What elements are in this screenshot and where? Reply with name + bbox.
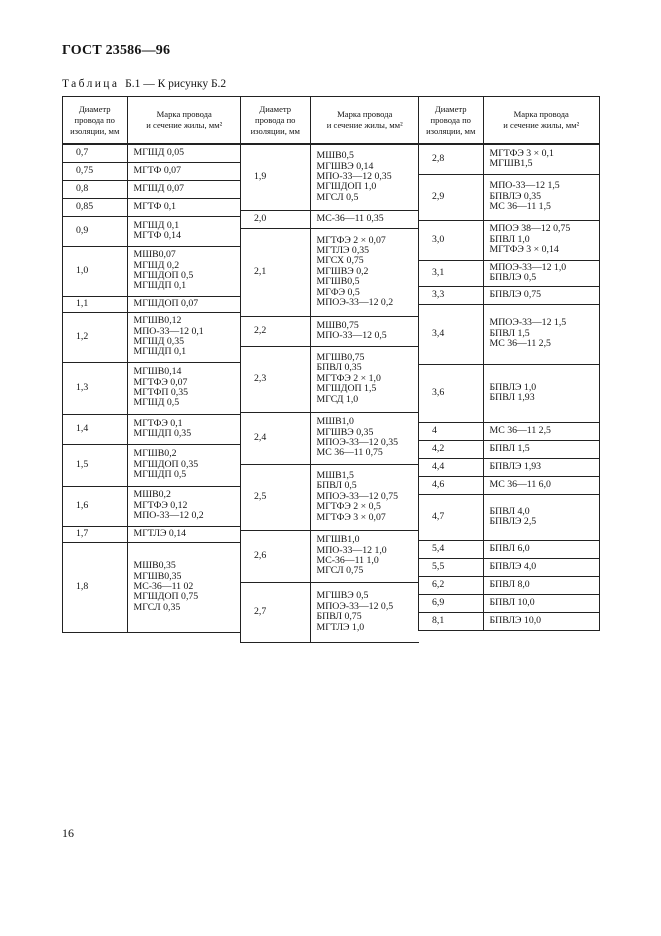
wire-mark: МГШД 0,05	[133, 147, 185, 159]
wire-mark: БПВЛЭ 10,0	[489, 615, 542, 627]
mark-cell	[310, 144, 419, 210]
table-row	[241, 144, 419, 210]
mark-cell	[127, 542, 241, 632]
wire-mark: МС 36—11 6,0	[489, 478, 551, 490]
table-row	[241, 210, 419, 228]
wire-mark: БПВЛ 6,0	[489, 542, 530, 554]
table-row	[63, 362, 241, 414]
diameter-cell: 1,6	[63, 486, 127, 526]
wire-mark: БПВЛЭ 1,0	[489, 381, 537, 393]
wire-mark: МС-36—11 1,0	[316, 555, 379, 566]
mark-cell	[310, 316, 419, 346]
wire-mark: МГТФ 0,14	[133, 230, 181, 241]
header-diameter: Диаметр провода по изоляции, мм	[241, 97, 310, 144]
wire-mark: МПОЭ-33—12 0,75	[316, 490, 399, 502]
wire-mark: МС-36—11 02	[133, 581, 194, 593]
diameter-cell: 0,7	[63, 144, 127, 162]
diameter-cell: 0,8	[63, 180, 127, 198]
diameter-cell: 1,8	[63, 542, 127, 632]
wire-mark: БПВЛ 4,0	[489, 505, 530, 517]
wire-mark: МГШДОП 1,5	[316, 383, 377, 395]
table-row	[63, 486, 241, 526]
diameter-cell: 0,9	[63, 216, 127, 246]
diameter-cell: 2,3	[241, 346, 310, 412]
diameter-cell: 4	[419, 422, 483, 440]
diameter-cell: 5,5	[419, 558, 483, 576]
table-row	[419, 540, 599, 558]
wire-mark: МГШД 0,35	[133, 336, 185, 347]
wire-mark: МГТФЭ 2 × 1,0	[316, 372, 381, 384]
wire-mark: МГСД 1,0	[316, 393, 359, 405]
wire-mark: МГШДОП 0,35	[133, 458, 199, 470]
header-diameter: Диаметр провода по изоляции, мм	[419, 97, 483, 144]
wire-mark: МПО-33—12 0,35	[316, 171, 392, 183]
diameter-cell: 2,2	[241, 316, 310, 346]
mark-cell	[483, 458, 599, 476]
subtable-2	[240, 96, 419, 643]
wire-mark: МС 36—11 2,5	[489, 424, 551, 436]
diameter-cell: 2,0	[241, 210, 310, 228]
wire-mark: МС 36—11 0,75	[316, 447, 383, 459]
wire-mark: МПО-33—12 1,0	[316, 544, 387, 556]
mark-cell	[127, 296, 241, 312]
wire-mark: МГШДОП 0,5	[133, 270, 194, 281]
wire-mark: МГТФЭ 3 × 0,1	[489, 147, 554, 159]
wire-mark: МПОЭ 38—12 0,75	[489, 223, 571, 235]
wire-mark: МГТФЭ 0,1	[133, 417, 183, 429]
table-row	[63, 180, 241, 198]
wire-mark: МПО-33—12 0,2	[133, 510, 204, 522]
wire-mark: БПВЛЭ 2,5	[489, 516, 537, 527]
table-row	[63, 526, 241, 542]
mark-cell	[483, 304, 599, 364]
wire-mark: МШВ0,07	[133, 249, 176, 261]
table-row	[419, 440, 599, 458]
table-row	[63, 312, 241, 362]
table-row	[419, 594, 599, 612]
wire-mark: МГШДОП 1,0	[316, 181, 377, 193]
table-row	[419, 144, 599, 174]
mark-cell	[127, 246, 241, 296]
table-row	[419, 422, 599, 440]
wire-mark: МГТФЭ 2 × 0,07	[316, 234, 386, 246]
mark-cell	[310, 464, 419, 530]
wire-mark: МГСЛ 0,75	[316, 565, 364, 577]
wire-mark: МГСЛ 0,35	[133, 601, 181, 613]
table-row	[63, 414, 241, 444]
diameter-cell: 1,4	[63, 414, 127, 444]
mark-cell	[483, 422, 599, 440]
mark-cell	[483, 440, 599, 458]
diameter-cell: 4,4	[419, 458, 483, 476]
wire-mark: МШВ0,35	[133, 560, 176, 572]
table-row	[63, 542, 241, 632]
mark-cell	[483, 540, 599, 558]
diameter-cell: 6,9	[419, 594, 483, 612]
wire-mark: МС-36—11 0,35	[316, 212, 384, 224]
mark-cell	[127, 216, 241, 246]
mark-cell	[310, 346, 419, 412]
wire-mark: БПВЛ 10,0	[489, 596, 535, 608]
table-row	[419, 558, 599, 576]
wire-mark: МГШВ0,12	[133, 315, 182, 327]
wire-mark: МГТЛЭ 0,35	[316, 244, 370, 256]
diameter-cell: 2,5	[241, 464, 310, 530]
wire-mark: МГШД 0,1	[133, 219, 180, 231]
table-row	[419, 304, 599, 364]
wire-mark: МПО-33—12 0,5	[316, 330, 387, 341]
mark-cell	[483, 594, 599, 612]
table-row	[241, 464, 419, 530]
table-row	[63, 444, 241, 486]
table-row	[419, 364, 599, 422]
wire-mark: БПВЛ 0,75	[316, 611, 362, 623]
diameter-cell: 4,6	[419, 476, 483, 494]
mark-cell	[310, 530, 419, 582]
wire-mark: МГТФЭ 3 × 0,14	[489, 244, 559, 256]
wire-mark: БПВЛ 1,93	[489, 392, 535, 403]
header-mark: Марка провода и сечение жилы, мм²	[310, 97, 419, 144]
mark-cell	[483, 476, 599, 494]
mark-cell	[310, 228, 419, 316]
mark-cell	[127, 444, 241, 486]
wire-mark: МПОЭ-33—12 0,2	[316, 297, 394, 309]
diameter-cell: 4,2	[419, 440, 483, 458]
table-row	[63, 246, 241, 296]
diameter-cell: 2,4	[241, 412, 310, 464]
diameter-cell: 2,1	[241, 228, 310, 316]
subtable-1	[62, 96, 241, 633]
wire-mark: МГТЛЭ 1,0	[316, 621, 365, 633]
mark-cell	[127, 162, 241, 180]
wire-mark: МПОЭ-33—12 0,35	[316, 437, 399, 448]
mark-cell	[310, 582, 419, 642]
wire-mark: МПО-33—12 1,5	[489, 180, 560, 192]
mark-cell	[483, 612, 599, 630]
diameter-cell: 2,8	[419, 144, 483, 174]
mark-cell	[483, 220, 599, 260]
table-row	[63, 162, 241, 180]
table-row	[419, 494, 599, 540]
wire-mark: МГШВ0,75	[316, 351, 365, 363]
diameter-cell: 1,3	[63, 362, 127, 414]
wire-mark: МГШДОП 0,75	[133, 591, 199, 603]
wire-mark: МГШВ1,5	[489, 158, 533, 170]
wire-mark: БПВЛЭ 0,75	[489, 288, 542, 300]
diameter-cell: 3,1	[419, 260, 483, 286]
wire-mark: БПВЛЭ 4,0	[489, 560, 537, 572]
table-caption-text: Б.1 — К рисунку Б.2	[125, 78, 227, 90]
wire-mark: МГШДП 0,1	[133, 280, 187, 292]
wire-mark: МС 36—11 1,5	[489, 201, 551, 213]
wire-mark: БПВЛ 8,0	[489, 578, 530, 590]
mark-cell	[127, 526, 241, 542]
wire-mark: МГФЭ 0,5	[316, 286, 360, 298]
wire-mark: МГШВ1,0	[316, 534, 360, 546]
wire-mark: БПВЛ 0,35	[316, 362, 362, 374]
table-row	[241, 228, 419, 316]
wire-mark: МГТФЭ 2 × 0,5	[316, 501, 381, 513]
wire-mark: МГСЛ 0,5	[316, 191, 359, 203]
wire-mark: МШВ0,75	[316, 319, 359, 331]
wire-mark: МГШВЭ 0,5	[316, 590, 369, 602]
wire-mark: МГШВЭ 0,35	[316, 426, 374, 438]
table-row	[63, 144, 241, 162]
mark-cell	[127, 144, 241, 162]
wire-mark: МГШВЭ 0,14	[316, 160, 374, 172]
wire-mark: БПВЛ 0,5	[316, 480, 357, 492]
wire-mark: МГТФ 0,1	[133, 200, 177, 212]
wire-mark: МГТЛЭ 0,14	[133, 527, 187, 539]
table-caption	[62, 78, 226, 90]
mark-cell	[483, 174, 599, 220]
table-row	[241, 412, 419, 464]
table-row	[419, 174, 599, 220]
table-row	[419, 476, 599, 494]
mark-cell	[483, 494, 599, 540]
mark-cell	[127, 198, 241, 216]
wire-mark: МГШД 0,5	[133, 397, 180, 409]
table-row	[241, 582, 419, 642]
wire-mark: МГШВ0,14	[133, 366, 182, 378]
mark-cell	[483, 558, 599, 576]
wire-mark: МГТФЭ 0,12	[133, 499, 188, 511]
mark-cell	[483, 286, 599, 304]
diameter-cell: 0,75	[63, 162, 127, 180]
table-row	[241, 530, 419, 582]
diameter-cell: 2,7	[241, 582, 310, 642]
table-row	[241, 316, 419, 346]
diameter-cell: 6,2	[419, 576, 483, 594]
table-row	[419, 260, 599, 286]
wire-mark: БПВЛЭ 1,93	[489, 460, 542, 472]
mark-cell	[127, 414, 241, 444]
diameter-cell: 2,6	[241, 530, 310, 582]
wire-mark: БПВЛ 1,0	[489, 233, 530, 245]
table-row	[419, 612, 599, 630]
diameter-cell: 3,6	[419, 364, 483, 422]
header-mark: Марка провода и сечение жилы, мм²	[127, 97, 241, 144]
wire-mark: МГШВ0,35	[133, 570, 182, 582]
wire-mark: МГШД 0,07	[133, 182, 185, 194]
diameter-cell: 1,1	[63, 296, 127, 312]
diameter-cell: 4,7	[419, 494, 483, 540]
wire-mark: МГШДОП 0,07	[133, 297, 199, 309]
wire-mark: МШВ1,5	[316, 469, 354, 481]
wire-mark: МПОЭ-33—12 1,0	[489, 261, 567, 273]
mark-cell	[483, 260, 599, 286]
wire-mark: МГШВЭ 0,2	[316, 265, 369, 277]
wire-mark: МГШДП 0,1	[133, 346, 187, 358]
table-row	[241, 346, 419, 412]
table-row	[63, 198, 241, 216]
wire-mark: МПОЭ-33—12 0,5	[316, 600, 394, 612]
mark-cell	[310, 210, 419, 228]
header-diameter: Диаметр провода по изоляции, мм	[63, 97, 127, 144]
mark-cell	[127, 312, 241, 362]
mark-cell	[310, 412, 419, 464]
wire-mark: МПО-33—12 0,1	[133, 325, 204, 337]
subtable-3	[418, 96, 600, 631]
wire-mark: МГШВ0,2	[133, 448, 177, 460]
document-title: ГОСТ 23586—96	[62, 43, 171, 58]
diameter-cell: 1,9	[241, 144, 310, 210]
wire-mark: МШВ1,0	[316, 416, 354, 428]
wire-mark: МС 36—11 2,5	[489, 338, 551, 350]
wire-mark: МГШДП 0,35	[133, 428, 192, 439]
mark-cell	[127, 180, 241, 198]
diameter-cell: 3,4	[419, 304, 483, 364]
mark-cell	[483, 364, 599, 422]
wire-mark: МПОЭ-33—12 1,5	[489, 317, 567, 329]
wire-mark: МГШВ0,5	[316, 276, 360, 288]
header-mark: Марка провода и сечение жилы, мм²	[483, 97, 599, 144]
diameter-cell: 3,0	[419, 220, 483, 260]
wire-mark: БПВЛЭ 0,5	[489, 272, 537, 283]
diameter-cell: 1,7	[63, 526, 127, 542]
wire-mark: МГСХ 0,75	[316, 255, 364, 267]
table-row	[63, 296, 241, 312]
wire-mark: МШВ0,5	[316, 150, 354, 162]
page-number: 16	[62, 826, 74, 840]
wire-mark: БПВЛ 1,5	[489, 327, 530, 339]
table-caption-label: Таблица	[62, 78, 120, 90]
diameter-cell: 3,3	[419, 286, 483, 304]
mark-cell	[483, 144, 599, 174]
wire-mark: МГТФЭ 0,07	[133, 376, 188, 388]
wire-mark: МГШД 0,2	[133, 259, 180, 271]
table-row	[419, 286, 599, 304]
mark-cell	[127, 362, 241, 414]
diameter-cell: 8,1	[419, 612, 483, 630]
table-row	[419, 458, 599, 476]
wire-mark: МШВ0,2	[133, 489, 171, 501]
wire-mark: МГТФ 0,07	[133, 164, 181, 176]
diameter-cell: 1,0	[63, 246, 127, 296]
diameter-cell: 1,2	[63, 312, 127, 362]
table-row	[63, 216, 241, 246]
table-row	[419, 220, 599, 260]
diameter-cell: 2,9	[419, 174, 483, 220]
mark-cell	[127, 486, 241, 526]
wire-mark: МГШДП 0,5	[133, 469, 187, 481]
mark-cell	[483, 576, 599, 594]
diameter-cell: 0,85	[63, 198, 127, 216]
diameter-cell: 1,5	[63, 444, 127, 486]
wire-mark: БПВЛЭ 0,35	[489, 190, 542, 202]
wire-mark: МГТФЭ 3 × 0,07	[316, 511, 386, 523]
diameter-cell: 5,4	[419, 540, 483, 558]
table-row	[419, 576, 599, 594]
wire-mark: БПВЛ 1,5	[489, 442, 530, 454]
wire-mark: МГТФП 0,35	[133, 387, 189, 398]
